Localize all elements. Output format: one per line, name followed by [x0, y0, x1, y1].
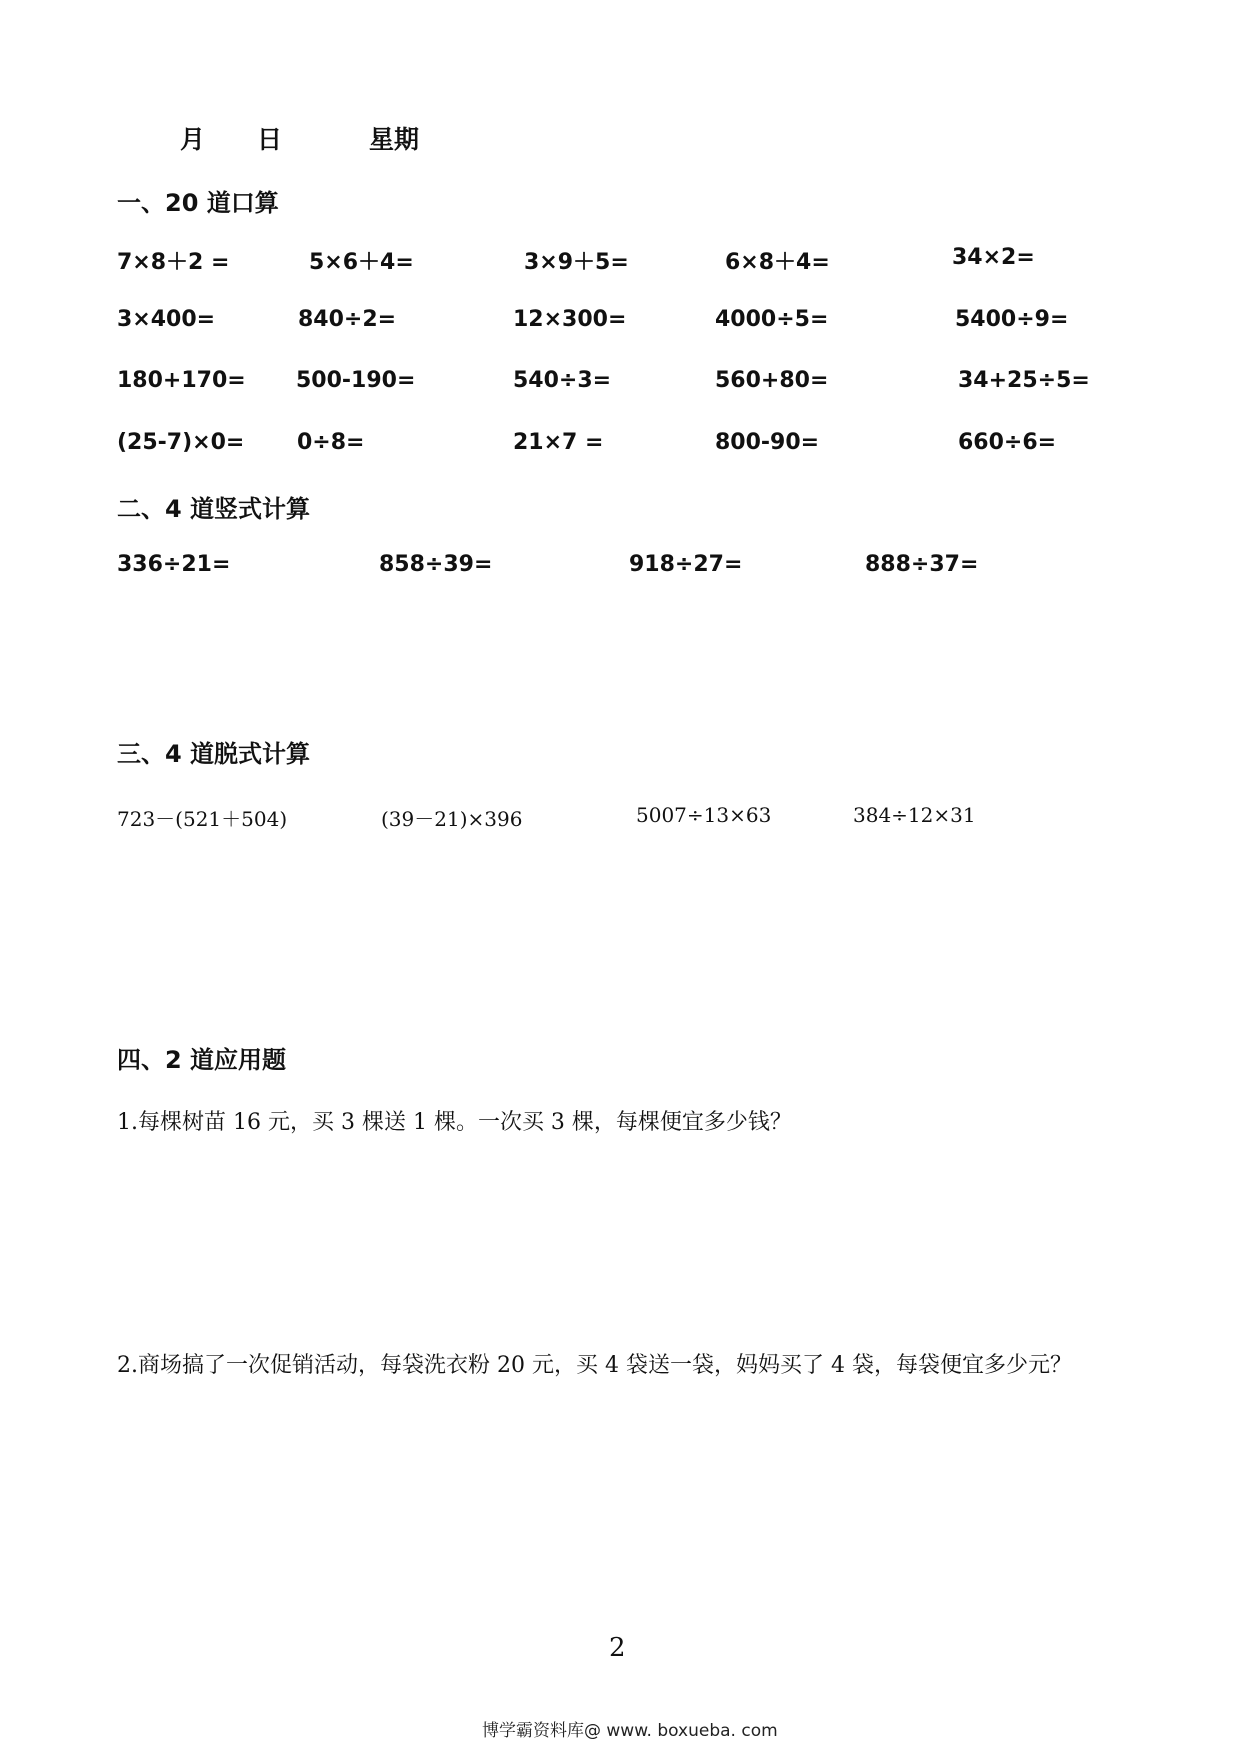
oral-problem: 840÷2= — [298, 307, 397, 332]
stepwise-problem: 384÷12×31 — [853, 803, 976, 827]
month-label: 月 — [180, 125, 206, 154]
oral-problem: 6×8＋4= — [725, 250, 830, 275]
word-problem-2: 2.商场搞了一次促销活动，每袋洗衣粉 20 元，买 4 袋送一袋，妈妈买了 4 袋，每袋便宜多少元？ — [117, 1353, 1072, 1378]
word-problem-1: 1.每棵树苗 16 元，买 3 棵送 1 棵。一次买 3 棵，每棵便宜多少钱？ — [117, 1110, 792, 1135]
oral-problem: 34×2= — [952, 245, 1035, 270]
oral-problem: 560+80= — [715, 368, 829, 393]
oral-problem: 3×400= — [117, 307, 216, 332]
section-title-vertical: 二、4 道竖式计算 — [117, 495, 311, 523]
oral-problem: 12×300= — [513, 307, 627, 332]
oral-problem: 4000÷5= — [715, 307, 829, 332]
section-title-word: 四、2 道应用题 — [117, 1046, 287, 1074]
oral-problem: 3×9＋5= — [524, 250, 629, 275]
stepwise-problem: (39－21)×396 — [381, 807, 523, 831]
page-number: 2 — [609, 1633, 626, 1663]
oral-problem: 660÷6= — [958, 430, 1057, 455]
section-title-oral: 一、20 道口算 — [117, 189, 279, 217]
oral-problem: 34+25÷5= — [958, 368, 1090, 393]
vertical-problem: 888÷37= — [865, 552, 979, 577]
oral-problem: 540÷3= — [513, 368, 612, 393]
section-title-stepwise: 三、4 道脱式计算 — [117, 740, 311, 768]
oral-problem: 0÷8= — [297, 430, 365, 455]
vertical-problem: 858÷39= — [379, 552, 493, 577]
oral-problem: (25-7)×0= — [117, 430, 245, 455]
weekday-label: 星期 — [369, 125, 420, 154]
oral-problem: 7×8＋2 = — [117, 250, 230, 275]
oral-problem: 21×7 = — [513, 430, 604, 455]
day-label: 日 — [257, 125, 283, 154]
oral-problem: 800-90= — [715, 430, 820, 455]
stepwise-problem: 5007÷13×63 — [636, 803, 772, 827]
oral-problem: 500-190= — [296, 368, 416, 393]
oral-problem: 5×6＋4= — [309, 250, 414, 275]
oral-problem: 180+170= — [117, 368, 246, 393]
vertical-problem: 336÷21= — [117, 552, 231, 577]
stepwise-problem: 723－(521＋504) — [117, 807, 288, 831]
footer-watermark: 博学霸资料库@ www. boxueba. com — [482, 1721, 778, 1741]
oral-problem: 5400÷9= — [955, 307, 1069, 332]
vertical-problem: 918÷27= — [629, 552, 743, 577]
